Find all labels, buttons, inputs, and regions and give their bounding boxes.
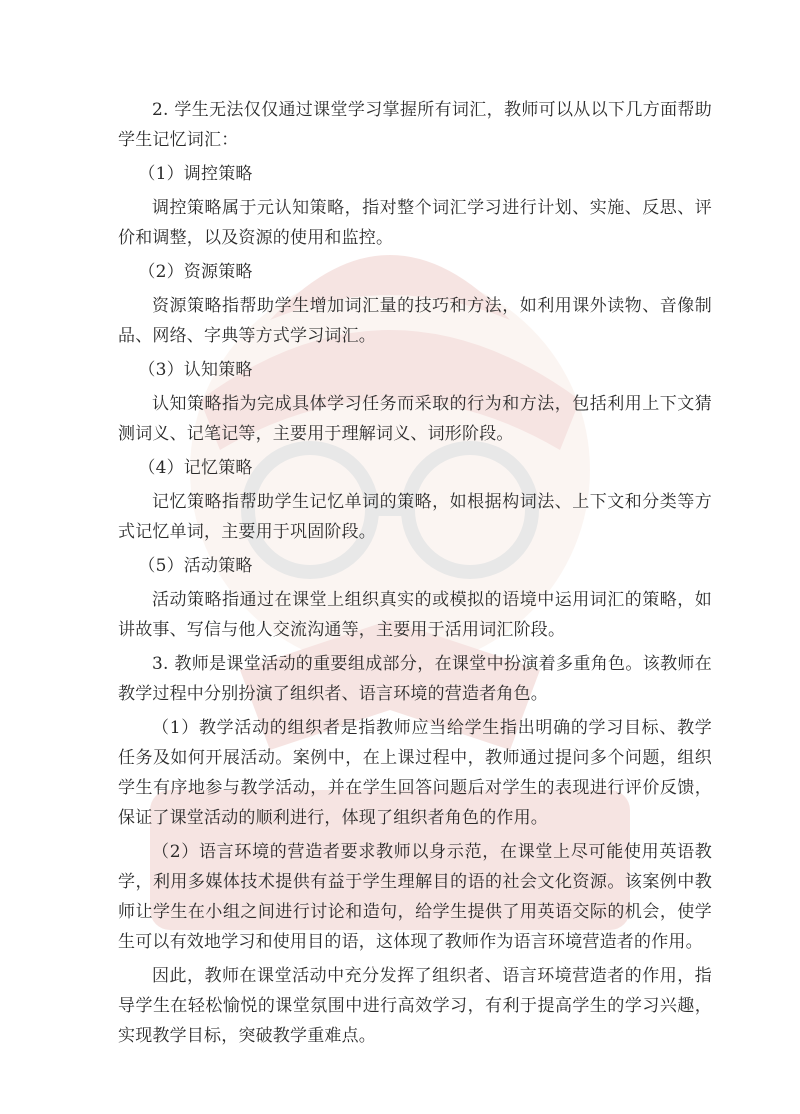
paragraph-q3-intro: 3. 教师是课堂活动的重要组成部分，在课堂中扮演着多重角色。该教师在教学过程中分别扮演了组织者、语言环境的营造者角色。 [118, 654, 712, 704]
document-body [118, 95, 712, 1055]
paragraph-cognitive-strategy: 认知策略指为完成具体学习任务而采取的行为和方法，包括利用上下文猜测词义、记笔记等，主要用于理解词义、词形阶段。 [118, 394, 712, 444]
paragraph-conclusion: 因此，教师在课堂活动中充分发挥了组织者、语言环境营造者的作用，指导学生在轻松愉悦的课堂氛围中进行高效学习，有利于提高学生的学习兴趣，实现教学目标，突破教学重难点。 [118, 966, 712, 1046]
paragraph-resource-strategy: 资源策略指帮助学生增加词汇量的技巧和方法，如利用课外读物、音像制品、网络、字典等方式学习词汇。 [118, 296, 712, 346]
heading-activity-strategy: （5）活动策略 [138, 556, 253, 576]
paragraph-environment-role: （2）语言环境的营造者要求教师以身示范，在课堂上尽可能使用英语教学，利用多媒体技术提供有益于学生理解目的语的社会文化资源。该案例中教师让学生在小组之间进行讨论和造句，给学生提供了用英语交际的机会，使学生可以有效地学习和使用目的语，这体现了教师作为语言环境营造者的作用。 [118, 842, 712, 952]
paragraph-q2-intro: 2. 学生无法仅仅通过课堂学习掌握所有词汇，教师可以从以下几方面帮助学生记忆词汇： [118, 100, 712, 150]
heading-resource-strategy: （2）资源策略 [138, 262, 253, 282]
heading-regulation-strategy: （1）调控策略 [138, 164, 253, 184]
paragraph-activity-strategy: 活动策略指通过在课堂上组织真实的或模拟的语境中运用词汇的策略，如讲故事、写信与他人交流沟通等，主要用于活用词汇阶段。 [118, 590, 712, 640]
paragraph-organizer-role: （1）教学活动的组织者是指教师应当给学生指出明确的学习目标、教学任务及如何开展活动。案例中，在上课过程中，教师通过提问多个问题，组织学生有序地参与教学活动，并在学生回答问题后对学生的表现进行评价反馈，保证了课堂活动的顺利进行，体现了组织者角色的作用。 [118, 718, 712, 828]
paragraph-regulation-strategy: 调控策略属于元认知策略，指对整个词汇学习进行计划、实施、反思、评价和调整，以及资源的使用和监控。 [118, 198, 712, 248]
heading-cognitive-strategy: （3）认知策略 [138, 360, 253, 380]
heading-memory-strategy: （4）记忆策略 [138, 458, 253, 478]
paragraph-memory-strategy: 记忆策略指帮助学生记忆单词的策略，如根据构词法、上下文和分类等方式记忆单词，主要用于巩固阶段。 [118, 492, 712, 542]
